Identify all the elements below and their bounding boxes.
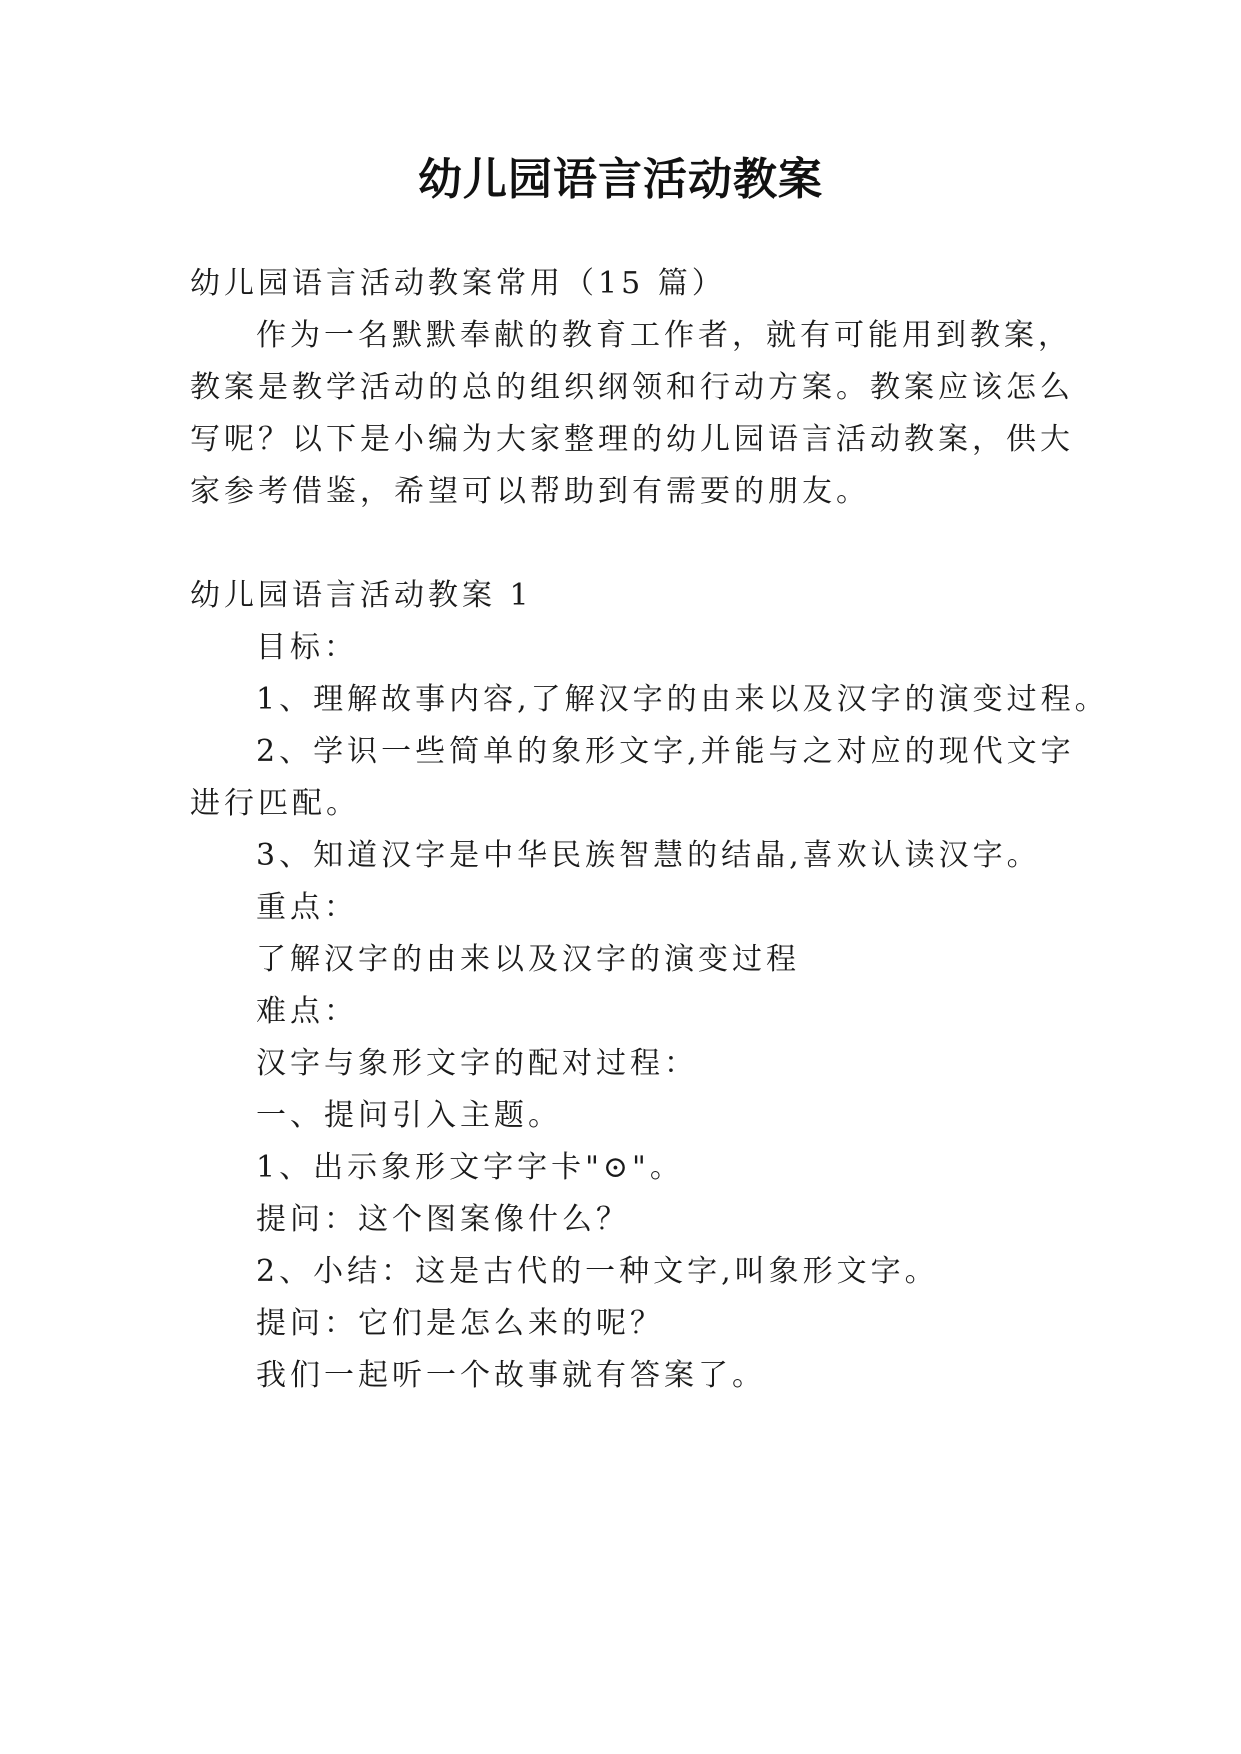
difficulty-label: 难点： [256,994,358,1029]
section-heading: 幼儿园语言活动教案 1 [190,578,533,613]
intro-line-2: 教案是教学活动的总的组织纲领和行动方案。教案应该怎么 [190,370,1074,405]
goal-item-3: 3、知道汉字是中华民族智慧的结晶,喜欢认读汉字。 [256,838,1041,873]
goal-item-2: 2、学识一些简单的象形文字,并能与之对应的现代文字 [256,734,1075,769]
difficulty-text: 汉字与象形文字的配对过程： [256,1046,698,1081]
question-2: 提问：它们是怎么来的呢？ [256,1306,664,1341]
intro-line-4: 家参考借鉴，希望可以帮助到有需要的朋友。 [190,474,870,509]
intro-line-3: 写呢？以下是小编为大家整理的幼儿园语言活动教案，供大 [190,422,1074,457]
story-intro: 我们一起听一个故事就有答案了。 [256,1358,766,1393]
goal-item-2-continued: 进行匹配。 [190,786,360,821]
intro-line-1: 作为一名默默奉献的教育工作者，就有可能用到教案， [256,318,1072,353]
key-point-label: 重点： [256,890,358,925]
key-point-text: 了解汉字的由来以及汉字的演变过程 [256,942,800,977]
question-1: 提问：这个图案像什么？ [256,1202,630,1237]
goals-label: 目标： [256,630,358,665]
document-title: 幼儿园语言活动教案 [418,154,823,205]
document-subtitle: 幼儿园语言活动教案常用（15 篇） [190,266,726,301]
goal-item-1: 1、理解故事内容,了解汉字的由来以及汉字的演变过程。 [256,682,1109,717]
step-1-item-1: 1、出示象形文字字卡"⊙"。 [256,1150,684,1185]
summary-2: 2、小结：这是古代的一种文字,叫象形文字。 [256,1254,939,1289]
step-heading-1: 一、提问引入主题。 [256,1098,562,1133]
